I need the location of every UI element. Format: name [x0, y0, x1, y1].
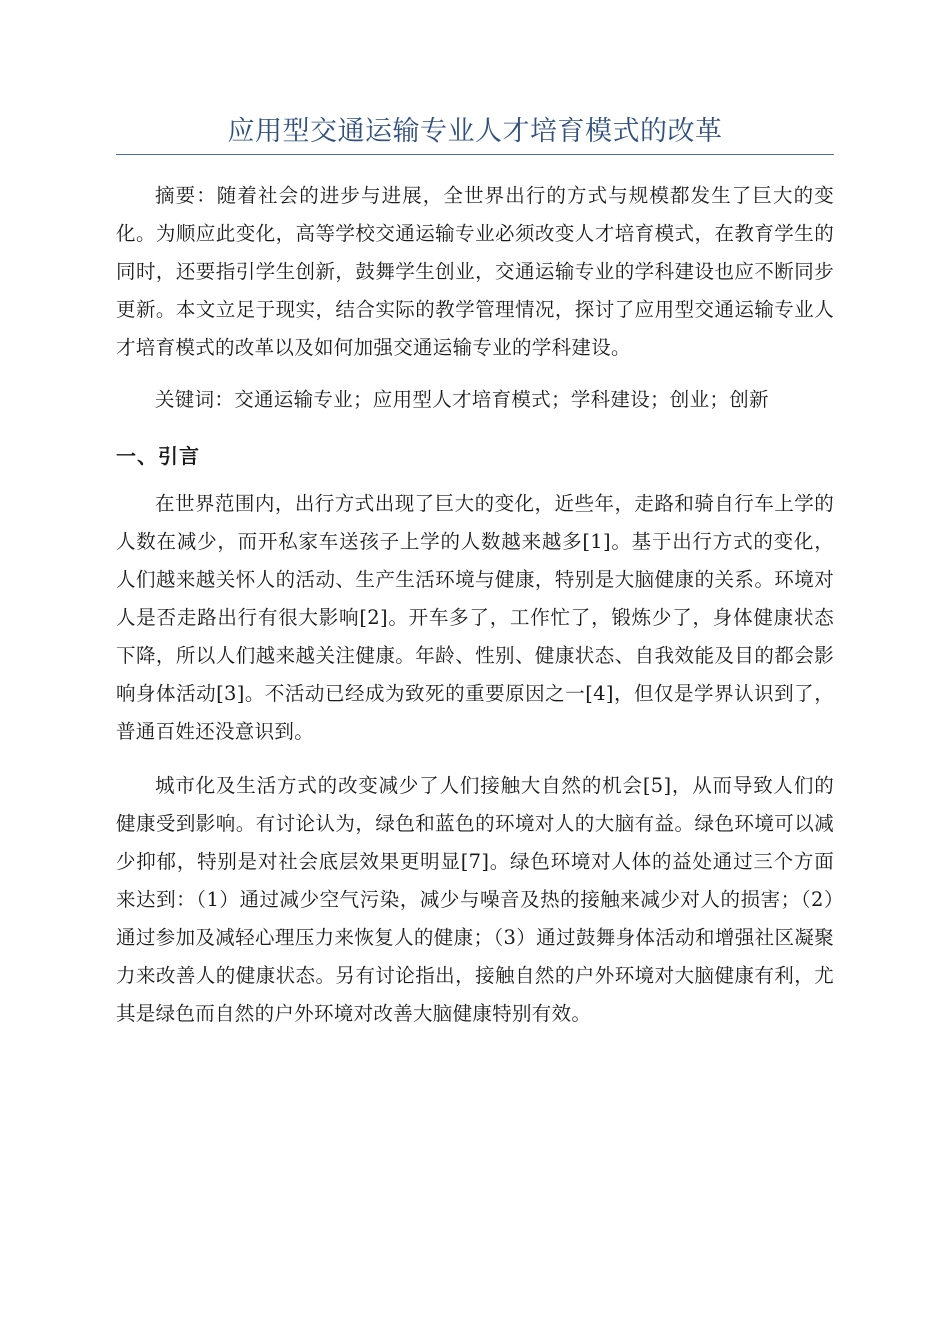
body-paragraph: 在世界范围内，出行方式出现了巨大的变化，近些年，走路和骑自行车上学的人数在减少，而开私家车送孩子上学的人数越来越多[1]。基于出行方式的变化，人们越来越关怀人的活动、生产生活环境与健康，特别是大脑健康的关系。环境对人是否走路出行有很大影响[2]。开车多了，工作忙了，锻炼少了，身体健康状态下降，所以人们越来越关注健康。年龄、性别、健康状态、自我效能及目的都会影响身体活动[3]。不活动已经成为致死的重要原因之一[4]，但仅是学界认识到了，普通百姓还没意识到。	[116, 492, 834, 743]
document-page	[116, 112, 834, 1033]
body-paragraph: 城市化及生活方式的改变减少了人们接触大自然的机会[5]，从而导致人们的健康受到影响。有讨论认为，绿色和蓝色的环境对人的大脑有益。绿色环境可以减少抑郁，特别是对社会底层效果更明显[7]。绿色环境对人体的益处通过三个方面来达到：（1）通过减少空气污染，减少与噪音及热的接触来减少对人的损害；（2）通过参加及减轻心理压力来恢复人的健康；（3）通过鼓舞身体活动和增强社区凝聚力来改善人的健康状态。另有讨论指出，接触自然的户外环境对大脑健康有利，尤其是绿色而自然的户外环境对改善大脑健康特别有效。	[116, 774, 834, 1025]
document-title: 应用型交通运输专业人才培育模式的改革	[116, 112, 834, 155]
section-heading-introduction: 一、引言	[116, 444, 200, 468]
abstract-paragraph: 摘要：随着社会的进步与进展，全世界出行的方式与规模都发生了巨大的变化。为顺应此变化，高等学校交通运输专业必须改变人才培育模式，在教育学生的同时，还要指引学生创新，鼓舞学生创业，交通运输专业的学科建设也应不断同步更新。本文立足于现实，结合实际的教学管理情况，探讨了应用型交通运输专业人才培育模式的改革以及如何加强交通运输专业的学科建设。	[116, 184, 834, 359]
keywords-paragraph: 关键词：交通运输专业；应用型人才培育模式；学科建设；创业；创新	[155, 388, 769, 411]
